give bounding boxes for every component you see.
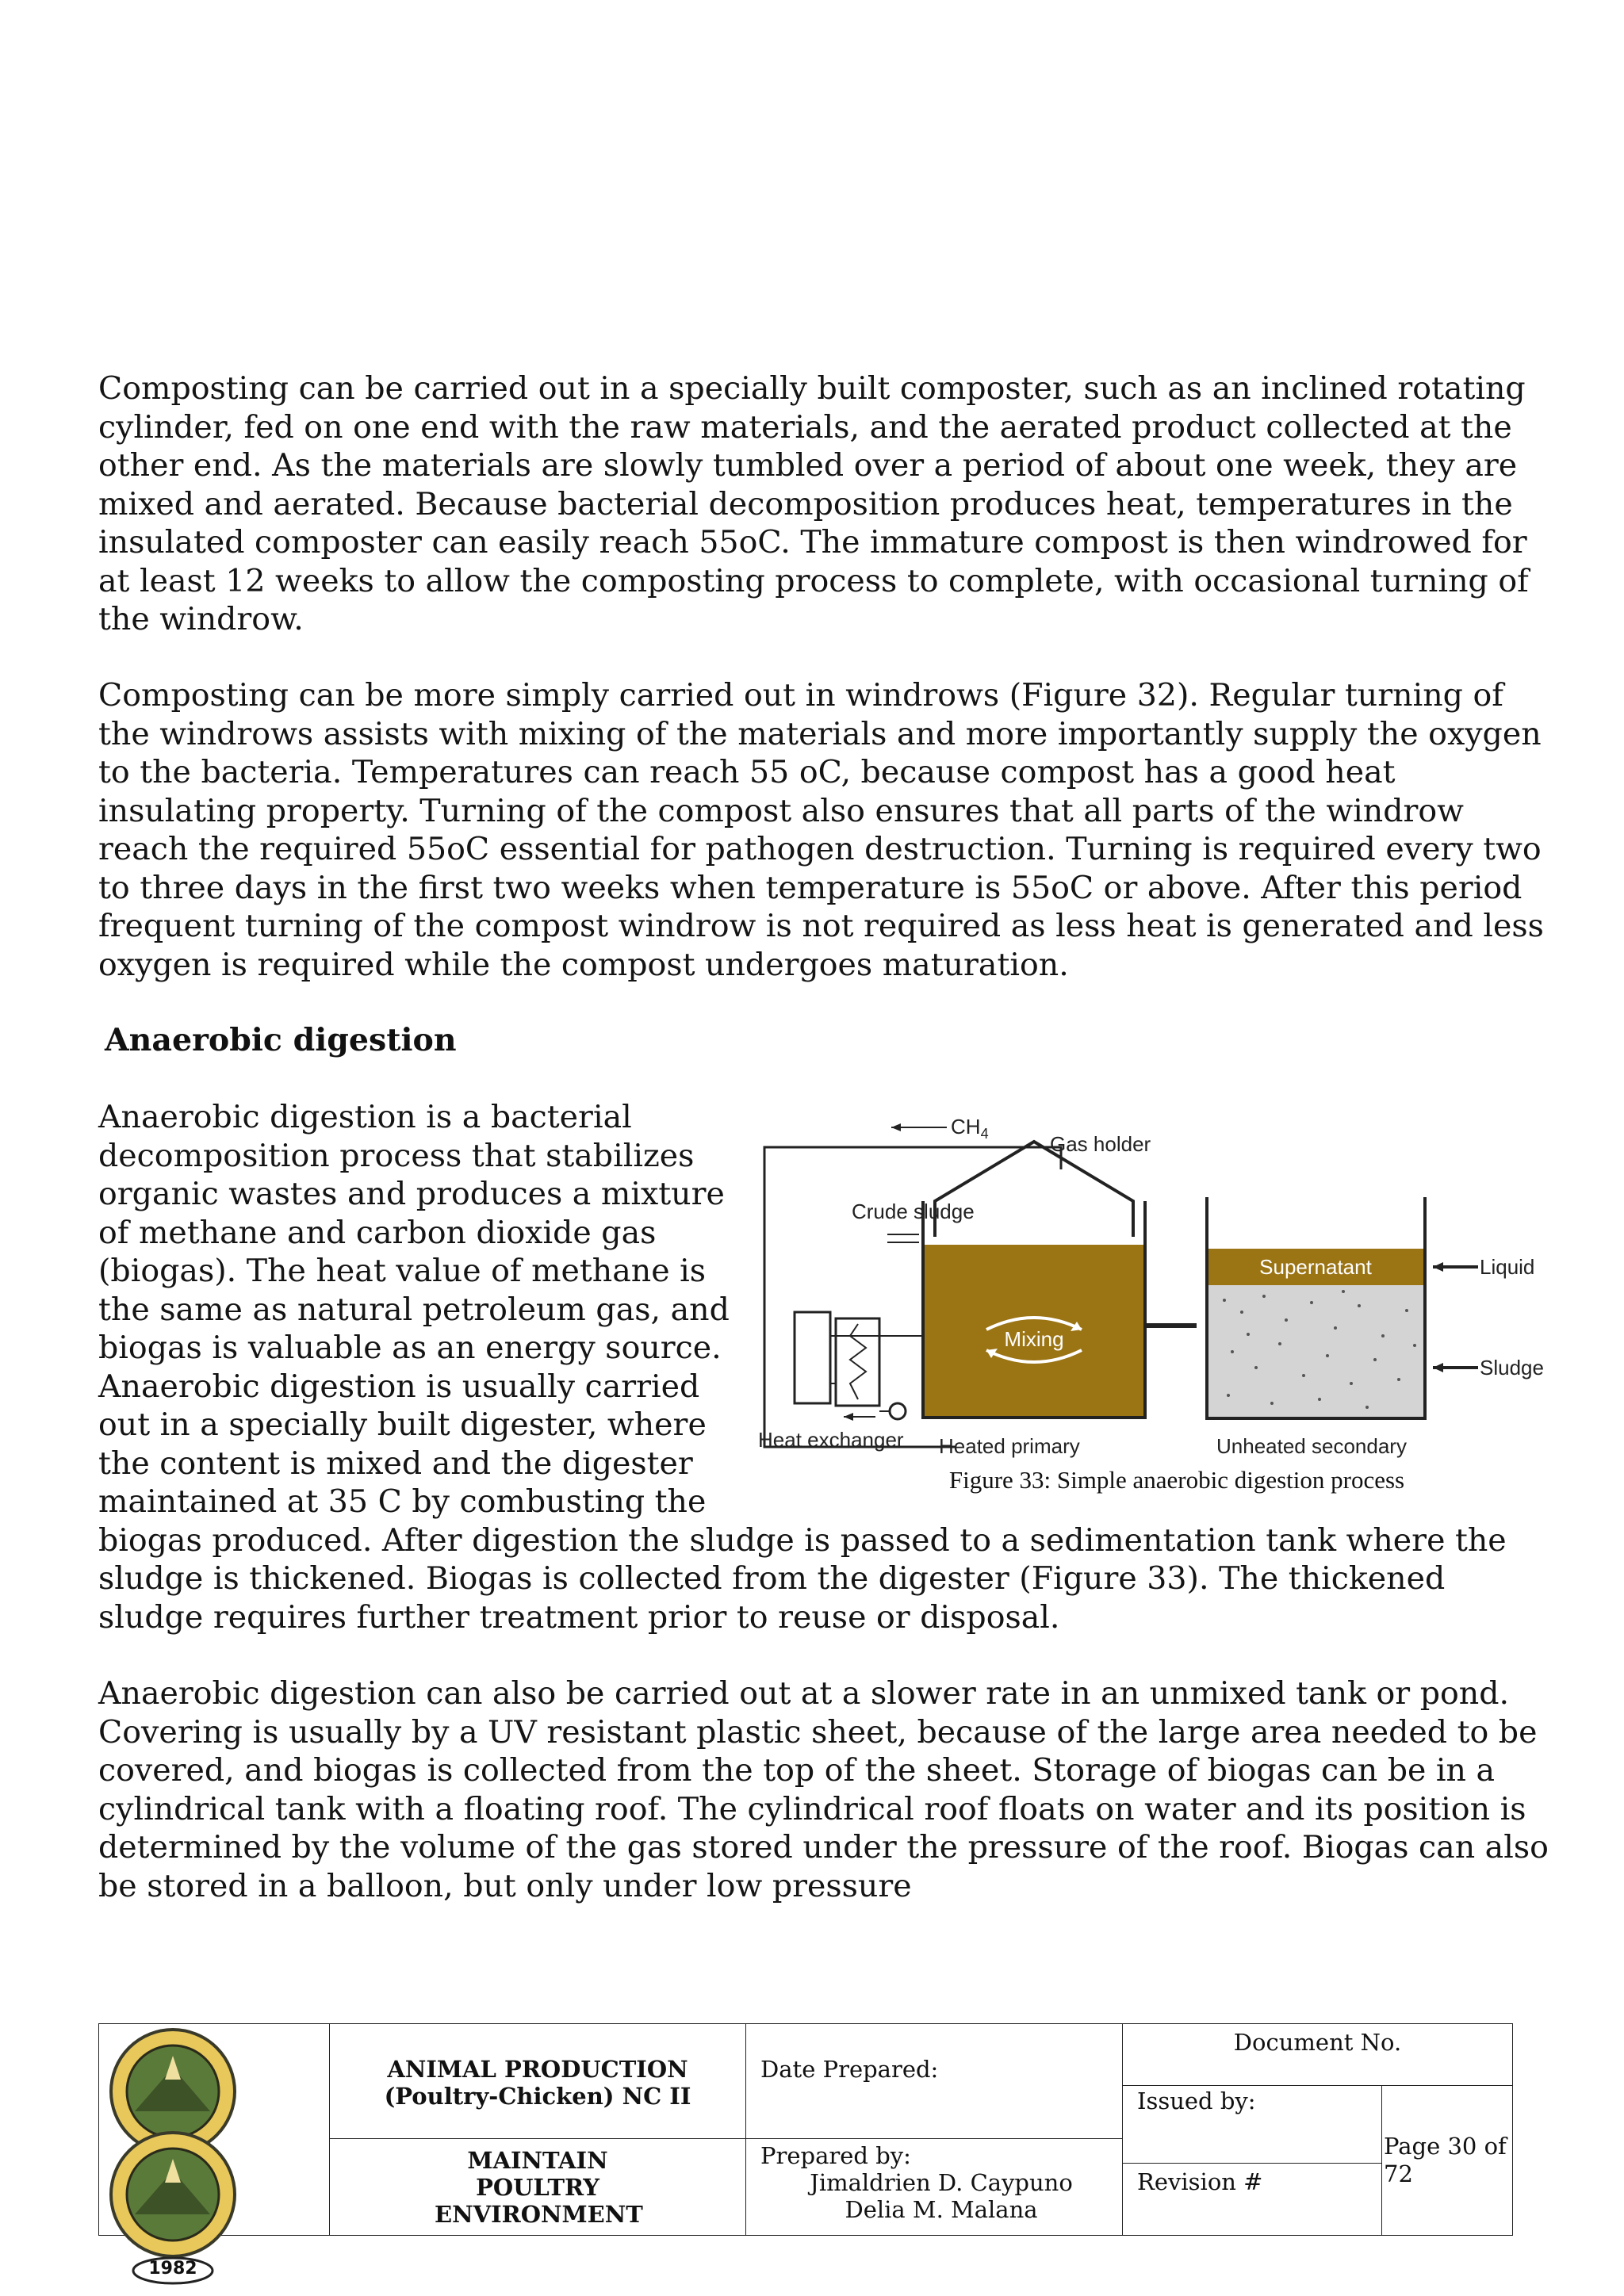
liquid-label: Liquid [1480,1255,1535,1279]
school-logo [99,2024,329,2286]
document-no-cell [1123,2024,1513,2086]
preparer-2: Delia M. Malana [845,2196,1038,2223]
paragraph-anaerobic-text: Anaerobic digestion is a bacterial decomposition process that stabilizes organic wastes and produces a mixture of methane and carbon dioxide gas (biogas). The heat value of methane is the same as natural petroleum gas, and biogas is valuable as an energy source. Anaerobic digestion is usually carried out in a specially built digester, where the content is mixed and the digester maintained at 35 C by combusting the biogas produced. After digestion the sludge is passed to a sedimentation tank where the sludge is thickened. Biogas is collected from the digester (Figure 33). The thickened sludge requires further treatment prior to reuse or disposal. [98,1099,1507,1636]
unheated-secondary-label: Unheated secondary [1216,1434,1407,1458]
course-title-cell [330,2024,746,2139]
section-heading: Anaerobic digestion [105,1022,457,1058]
ch4-label: $CH_4$ [951,1115,989,1142]
sludge-label: Sludge [1480,1356,1544,1380]
gas-holder-label: Gas holder [1050,1132,1151,1156]
prepared-by-label: Prepared by: [760,2142,911,2169]
figure-caption: Figure 33: Simple anaerobic digestion process [948,1466,1405,1494]
supernatant-label: Supernatant [1259,1255,1372,1279]
heat-exchanger-label: Heat exchanger [758,1428,904,1452]
figure-33 [756,1098,1549,1518]
mixing-label: Mixing [1004,1327,1064,1351]
revision-label: Revision # [1137,2168,1263,2195]
date-prepared-label: Date Prepared: [760,2056,939,2083]
paragraph-unmixed-tank: Anaerobic digestion can also be carried out at a slower rate in an unmixed tank or pond. Covering is usually by a UV resistant plastic sheet, because of the large area needed to be covered, and biogas is collected from the top of the sheet. Storage of biogas can be in a cylindrical tank with a floating roof. The cylindrical roof floats on water and its position is determined by the volume of the gas stored under the pressure of the roof. Biogas can also be stored in a balloon, but only under low pressure [98,1675,1549,1904]
page-cell [1382,2086,1513,2236]
logo-cell [99,2024,330,2279]
digestion-diagram [756,1098,1549,1463]
module-title: MAINTAIN POULTRY ENVIRONMENT [435,2147,643,2228]
crude-sludge-label: Crude sludge [852,1200,975,1223]
preparer-1: Jimaldrien D. Caypuno [810,2169,1073,2196]
paragraph-anaerobic [98,1098,1549,1636]
issued-by-label: Issued by: [1137,2087,1256,2114]
paragraph-composter: Composting can be carried out in a specially built composter, such as an inclined rotating cylinder, fed on one end with the raw materials, and the aerated product collected at the other end. As the materials are slowly tumbled over a period of about one week, they are mixed and aerated. Because bacterial decomposition produces heat, temperatures in the insulated composter can easily reach 55oC. The immature compost is then windrowed for at least 12 weeks to allow the composting process to complete, with occasional turning of the windrow. [98,370,1529,637]
heated-primary-label: Heated primary [939,1434,1080,1458]
module-title-cell [330,2139,746,2236]
prepared-by-cell [746,2139,1123,2236]
page-number: Page 30 of 72 [1384,2133,1507,2187]
paragraph-windrows: Composting can be more simply carried out in windrows (Figure 32). Regular turning of the windrows assists with mixing of the materials and more importantly supply the oxygen to the bacteria. Temperatures can reach 55 oC, because compost has a good heat insulating property. Turning of the compost also ensures that all parts of the windrow reach the required 55oC essential for pathogen destruction. Turning is required every two to three days in the first two weeks when temperature is 55oC or above. After this period frequent turning of the compost windrow is not required as less heat is generated and less oxygen is required while the compost undergoes maturation. [98,677,1544,983]
sludge-fill [1207,1285,1425,1418]
document-no-label: Document No. [1233,2029,1402,2056]
date-prepared-cell [746,2024,1123,2139]
course-title: ANIMAL PRODUCTION (Poultry-Chicken) NC II [384,2056,691,2110]
issued-by-cell [1123,2086,1382,2236]
document-footer [98,2023,1513,2279]
logo-year: 1982 [148,2259,197,2279]
